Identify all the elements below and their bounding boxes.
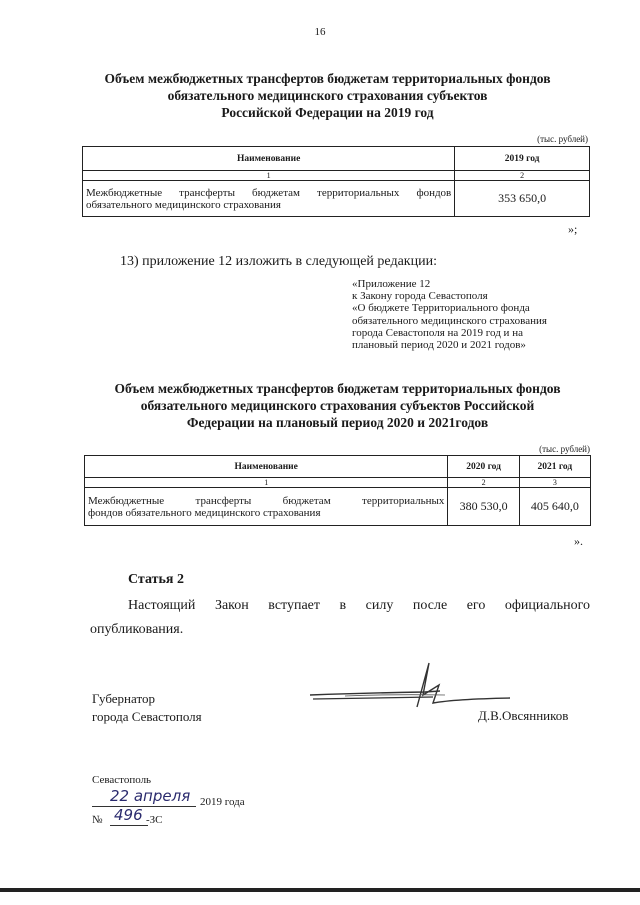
table2-closing-quote: ». xyxy=(574,534,583,548)
appendix-line: к Закону города Севастополя xyxy=(352,290,488,303)
table2-row-name xyxy=(85,488,448,526)
table1-title-line: Российской Федерации на 2019 год xyxy=(221,105,434,120)
appendix-header xyxy=(352,278,612,351)
footer-date-underline xyxy=(92,806,196,807)
scan-edge-line xyxy=(0,888,640,892)
table1-title-line: обязательного медицинского страхования субъектов xyxy=(167,88,488,103)
table2-title-line: обязательного медицинского страхования субъектов Российской xyxy=(140,398,535,413)
appendix-line: «О бюджете Территориального фонда xyxy=(352,302,530,315)
table2-title-line: Объем межбюджетных трансфертов бюджетам территориальных фондов xyxy=(114,381,561,396)
table1-index-cell: 2 xyxy=(455,171,590,181)
table1-index-cell: 1 xyxy=(83,171,455,181)
table1-title xyxy=(60,70,595,121)
footer-number-underline xyxy=(110,825,148,826)
table2-header-2020: 2020 год xyxy=(448,456,519,478)
signature-position-line2: города Севастополя xyxy=(92,709,202,724)
footer-city: Севастополь xyxy=(92,774,152,786)
table2-units: (тыс. рублей) xyxy=(539,444,590,454)
table2-index-cell: 2 xyxy=(448,478,519,488)
table2-row-value-2020: 380 530,0 xyxy=(448,488,519,526)
table1-units: (тыс. рублей) xyxy=(537,134,588,144)
table1-row-name xyxy=(83,181,455,217)
table1-row-name-line1: Межбюджетные трансферты бюджетам территориальных фондов xyxy=(86,186,452,199)
table2-index-cell: 3 xyxy=(519,478,590,488)
table2-row-value-2021: 405 640,0 xyxy=(519,488,590,526)
page-number: 16 xyxy=(314,26,326,38)
table1 xyxy=(82,146,590,217)
table1-row-name-line2: обязательного медицинского страхования xyxy=(86,198,281,211)
table2-header-2021: 2021 год xyxy=(519,456,590,478)
table2-row-name-line1: Межбюджетные трансферты бюджетам территориальных xyxy=(88,494,445,507)
table1-row-value: 353 650,0 xyxy=(455,181,590,217)
footer-number-prefix: № xyxy=(92,814,103,826)
footer-number xyxy=(92,806,212,830)
signature-position xyxy=(92,690,202,726)
article-line1: Настоящий Закон вступает в силу после его официального xyxy=(128,598,590,613)
table1-title-line: Объем межбюджетных трансфертов бюджетам территориальных фондов xyxy=(104,71,551,86)
signature-mark xyxy=(305,655,515,715)
footer-year: 2019 года xyxy=(200,796,245,808)
table2-header-name: Наименование xyxy=(85,456,448,478)
table1-header-year: 2019 год xyxy=(455,147,590,171)
footer-number-suffix: -ЗС xyxy=(146,814,163,826)
article-line2: опубликования. xyxy=(90,622,184,637)
table2 xyxy=(84,455,591,526)
appendix-line: «Приложение 12 xyxy=(352,278,431,290)
table2-index-cell: 1 xyxy=(85,478,448,488)
table2-title xyxy=(70,380,605,431)
footer-number-handwritten: 496 xyxy=(114,806,143,824)
table1-header-name: Наименование xyxy=(83,147,455,171)
table2-row-name-line2: фондов обязательного медицинского страхования xyxy=(88,506,321,519)
appendix-line: обязательного медицинского страхования xyxy=(352,314,547,327)
table1-closing-quote: »; xyxy=(568,222,578,236)
table2-title-line: Федерации на плановый период 2020 и 2021годов xyxy=(186,415,489,430)
appendix-line: плановый период 2020 и 2021 годов» xyxy=(352,339,526,352)
signature-position-line1: Губернатор xyxy=(92,691,155,706)
signature-name: Д.В.Овсянников xyxy=(478,708,569,723)
appendix-line: города Севастополя на 2019 год и на xyxy=(352,326,523,339)
amendment-text: 13) приложение 12 изложить в следующей редакции: xyxy=(120,254,437,269)
footer-date-handwritten: 22 апреля xyxy=(110,787,191,805)
article-paragraph xyxy=(90,594,590,642)
article-title: Статья 2 xyxy=(128,572,184,587)
